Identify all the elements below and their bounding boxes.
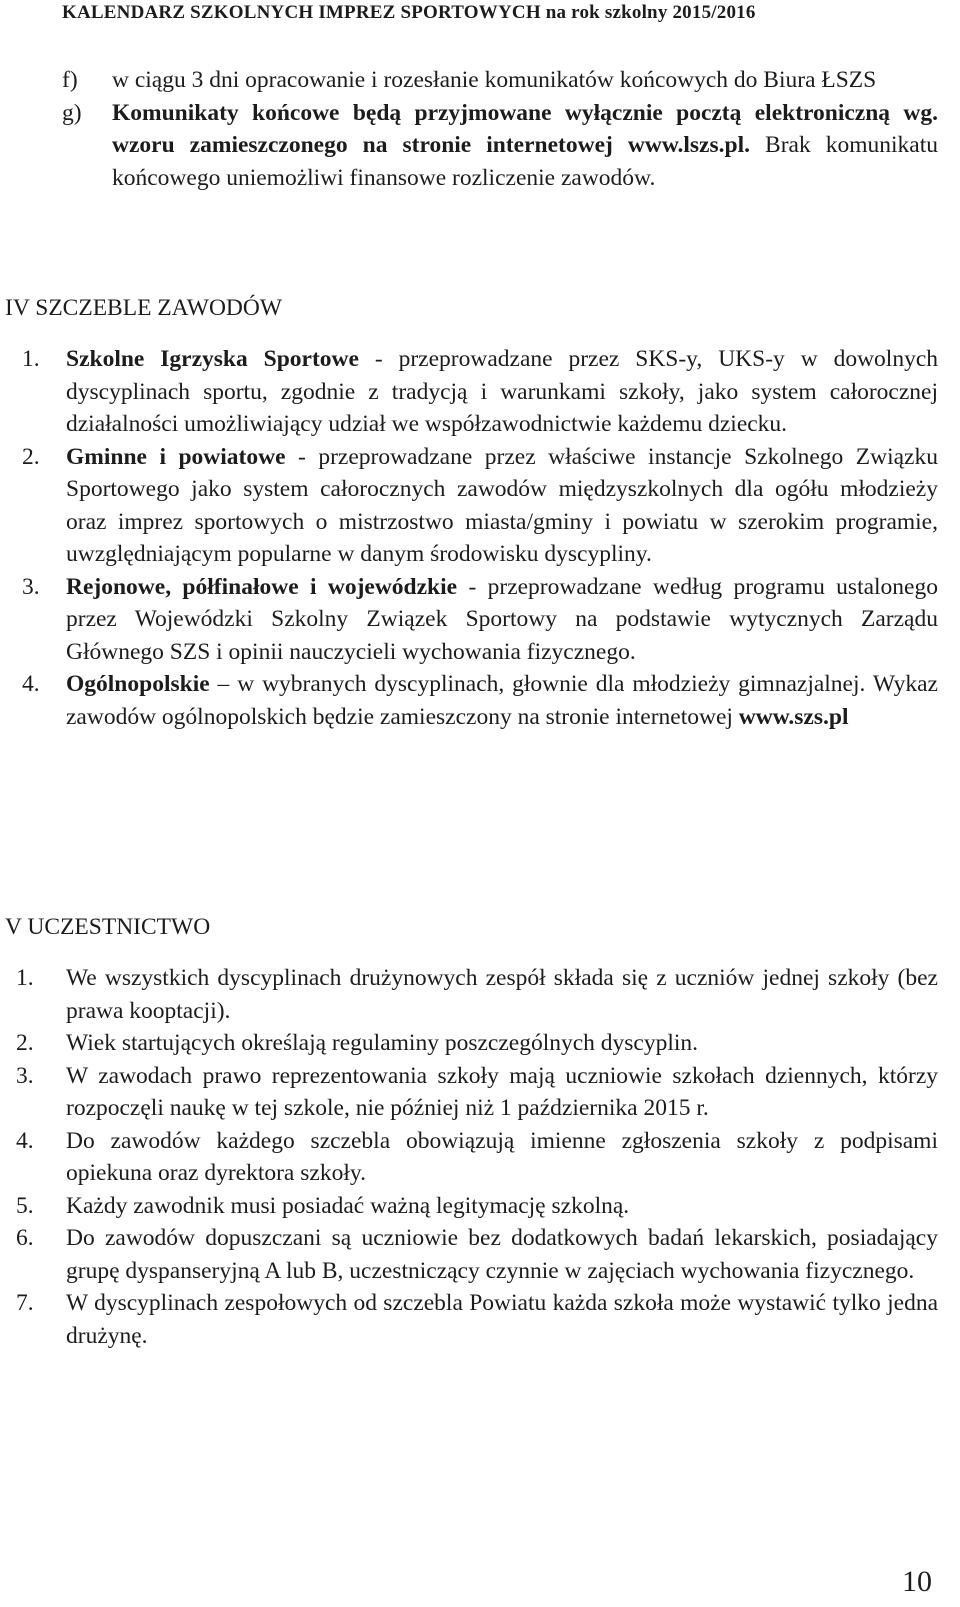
list-item bbox=[16, 1060, 938, 1125]
list-item bbox=[22, 441, 938, 571]
list-item bbox=[16, 962, 938, 1027]
list-item-text: w ciągu 3 dni opracowanie i rozesłanie komunikatów końcowych do Biura ŁSZS bbox=[112, 67, 877, 93]
bold-text: Gminne i powiatowe bbox=[66, 443, 286, 470]
list-item bbox=[16, 1287, 938, 1352]
list-item-text: W dyscyplinach zespołowych od szczebla Powiatu każda szkoła może wystawić tylko jedna drużynę. bbox=[66, 1290, 938, 1349]
list-number: 4. bbox=[16, 1127, 34, 1154]
list-item bbox=[22, 343, 938, 441]
plain-text: - przeprowadzane przez SKS-y, UKS-y w dowolnych dyscyplinach sportu, zgodnie z tradycją i warunkami szkoły, jako system całorocznej działalności umożliwiający udział we współzawodnictwie każdemu dziecku. bbox=[66, 346, 939, 437]
list-item-text: W zawodach prawo reprezentowania szkoły mają uczniowie szkołach dziennych, którzy rozpoczęli naukę w tej szkole, nie później niż 1 października 2015 r. bbox=[66, 1062, 938, 1121]
website-link: www.szs.pl bbox=[738, 703, 849, 730]
plain-text: Brak komunikatu końcowego uniemożliwi finansowe rozliczenie zawodów. bbox=[112, 132, 938, 191]
list-item-text bbox=[66, 343, 938, 441]
list-item bbox=[16, 1222, 938, 1287]
plain-text: - przeprowadzane według programu ustalonego przez Wojewódzki Szkolny Związek Sportowy na podstawie wytycznych Zarządu Głównego SZS i opinii nauczycieli wychowania fizycznego. bbox=[66, 573, 938, 665]
bold-text: Rejonowe, półfinałowe i wojewódzkie bbox=[66, 573, 458, 600]
plain-text: - przeprowadzane przez właściwe instancje Szkolnego Związku Sportowego jako system całorocznych zawodów międzyszkolnych dla ogółu młodzieży oraz imprez sportowych o mistrzostwo miasta/gminy i powiatu w szerokim programie, uwzględniającym popularne w danym środowisku dyscypliny. bbox=[66, 443, 938, 567]
list-number: 6. bbox=[16, 1225, 34, 1251]
section-heading-iv: IV SZCZEBLE ZAWODÓW bbox=[5, 295, 283, 321]
list-item-text: Do zawodów dopuszczani są uczniowie bez dodatkowych badań lekarskich, posiadający grupę dyspanseryjną A lub B, uczestniczący czynnie w zajęciach wychowania fizycznego. bbox=[66, 1225, 938, 1284]
list-item-text: Do zawodów każdego szczebla obowiązują imienne zgłoszenia szkoły z podpisami opiekuna oraz dyrektora szkoły. bbox=[66, 1127, 938, 1186]
list-number: 5. bbox=[16, 1192, 34, 1219]
list-item bbox=[16, 1027, 938, 1060]
list-marker: g) bbox=[62, 99, 82, 126]
list-item bbox=[16, 1125, 938, 1190]
list-number: 7. bbox=[16, 1290, 34, 1316]
section-iv-list bbox=[22, 343, 938, 733]
bold-text: Szkolne Igrzyska Sportowe bbox=[66, 346, 359, 372]
list-item-text bbox=[66, 668, 938, 733]
section-heading-v: V UCZESTNICTWO bbox=[5, 914, 211, 940]
section-v-list bbox=[16, 962, 938, 1352]
list-item-f bbox=[62, 64, 938, 97]
list-marker: f) bbox=[62, 67, 78, 93]
list-item bbox=[22, 571, 938, 669]
list-item-text bbox=[66, 571, 938, 669]
list-number: 2. bbox=[22, 443, 40, 470]
plain-text: – w wybranych dyscyplinach, głownie dla młodzieży gimnazjalnej. Wykaz zawodów ogólnopolskich będzie zamieszczony na stronie internetowej bbox=[66, 671, 938, 730]
list-item-text: Wiek startujących określają regulaminy poszczególnych dyscyplin. bbox=[66, 1030, 699, 1056]
list-top bbox=[62, 64, 938, 194]
list-item-text bbox=[112, 97, 938, 195]
document-header: KALENDARZ SZKOLNYCH IMPREZ SPORTOWYCH na rok szkolny 2015/2016 bbox=[62, 2, 756, 23]
list-item bbox=[22, 668, 938, 733]
list-number: 1. bbox=[16, 965, 34, 991]
list-item bbox=[16, 1190, 938, 1223]
bold-text: Komunikaty końcowe będą przyjmowane wyłącznie pocztą elektroniczną wg. wzoru zamieszczonego na stronie internetowej www.lszs.pl. bbox=[112, 99, 938, 158]
list-number: 3. bbox=[22, 573, 40, 600]
list-number: 2. bbox=[16, 1030, 34, 1056]
list-item-text: We wszystkich dyscyplinach drużynowych zespół składa się z uczniów jednej szkoły (bez prawa kooptacji). bbox=[66, 965, 938, 1024]
list-number: 3. bbox=[16, 1062, 34, 1089]
bold-text: Ogólnopolskie bbox=[66, 671, 210, 697]
list-number: 1. bbox=[22, 346, 40, 372]
list-item-text bbox=[66, 441, 938, 571]
page-number: 10 bbox=[902, 1565, 932, 1598]
list-item-g bbox=[62, 97, 938, 195]
list-item-text: Każdy zawodnik musi posiadać ważną legitymację szkolną. bbox=[66, 1192, 630, 1219]
list-number: 4. bbox=[22, 671, 40, 697]
